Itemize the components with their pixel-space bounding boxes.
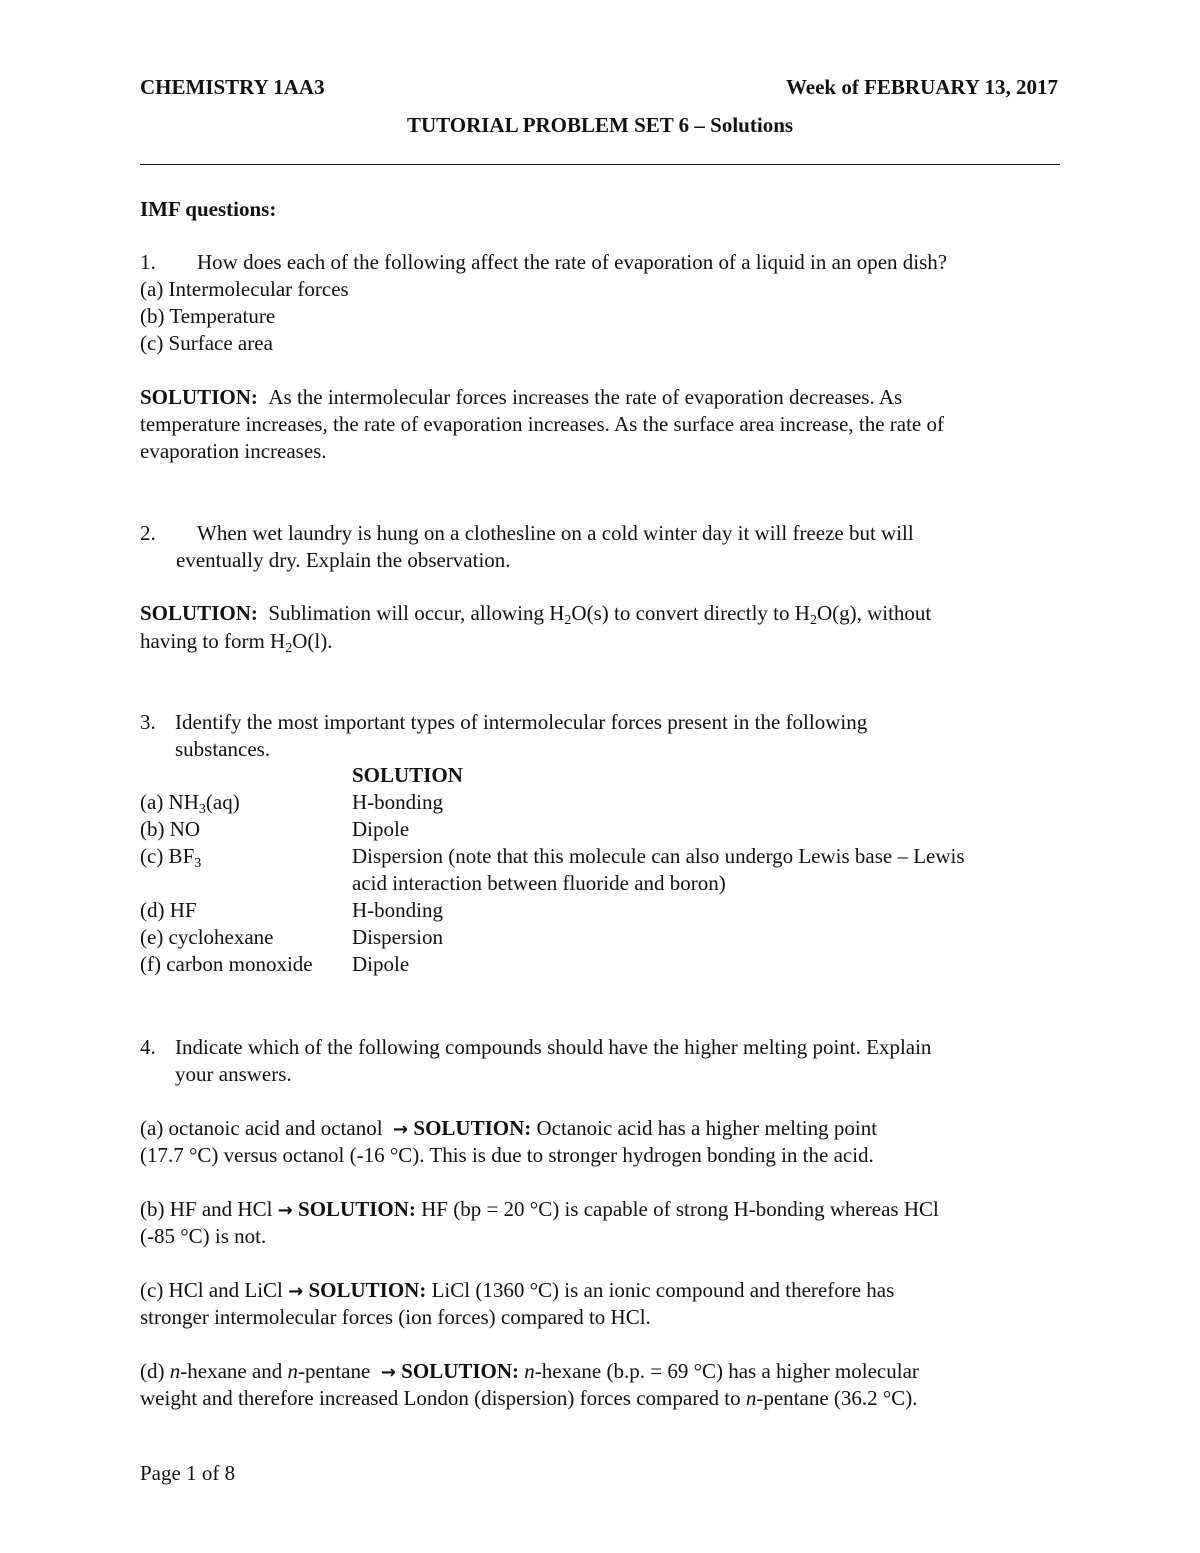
substance-name: (d) HF xyxy=(140,898,197,922)
solution-text: weight and therefore increased London (dispersion) forces compared to xyxy=(140,1386,746,1410)
imf-answer-cell: Dispersion xyxy=(352,925,443,949)
compound-text: -hexane and xyxy=(180,1359,288,1383)
substance-cell xyxy=(140,924,274,951)
solution-text: O(g), without xyxy=(816,601,932,625)
imf-answer-cell: acid interaction between fluoride and boron) xyxy=(352,871,726,895)
question-number: 3. xyxy=(140,710,156,734)
solution-1-line-3: evaporation increases. xyxy=(140,439,327,463)
imf-answer-cell: Dipole xyxy=(352,952,410,976)
question-text: Indicate which of the following compounds should have the higher melting point. Explain xyxy=(175,1035,932,1059)
solution-text: As the intermolecular forces increases the rate of evaporation decreases. As xyxy=(268,385,903,409)
week-date: Week of FEBRUARY 13, 2017 xyxy=(785,75,1058,99)
italic-n: n xyxy=(287,1359,299,1383)
subscript: 3 xyxy=(198,802,206,817)
solution-label: SOLUTION: xyxy=(140,385,258,409)
solution-1-line-1 xyxy=(140,384,902,411)
option-c: (c) Surface area xyxy=(140,331,273,355)
substance-name: (e) cyclohexane xyxy=(140,925,274,949)
substance-name: (a) NH xyxy=(140,790,199,814)
solution-text: having to form H xyxy=(140,629,286,653)
solution-label: SOLUTION: xyxy=(413,1116,532,1140)
question-text: How does each of the following affect the rate of evaporation of a liquid in an open dish? xyxy=(197,250,948,274)
solution-text: -pentane (36.2 °C). xyxy=(756,1386,918,1410)
part-b-line-1 xyxy=(140,1196,939,1224)
solution-text: Sublimation will occur, allowing H xyxy=(268,601,565,625)
solution-label: SOLUTION: xyxy=(140,601,258,625)
solution-2-line-1 xyxy=(140,600,931,627)
question-text: When wet laundry is hung on a clothesline on a cold winter day it will freeze but will xyxy=(197,521,914,545)
compound-pair: (b) HF and HCl xyxy=(140,1197,273,1221)
question-number: 2. xyxy=(140,521,156,545)
substance-cell xyxy=(140,951,313,978)
imf-answer-cell: H-bonding xyxy=(352,898,443,922)
part-label: (d) xyxy=(140,1359,170,1383)
solution-text: O(s) to convert directly to H xyxy=(571,601,810,625)
arrow-right-icon: → xyxy=(277,1200,293,1221)
part-d-line-2 xyxy=(140,1385,918,1412)
question-3-line-2: substances. xyxy=(175,737,271,761)
arrow-right-icon: → xyxy=(380,1362,396,1383)
solution-text: HF (bp = 20 °C) is capable of strong H-bonding whereas HCl xyxy=(421,1197,939,1221)
substance-cell xyxy=(140,789,240,816)
compound-text: -pentane xyxy=(298,1359,371,1383)
option-a: (a) Intermolecular forces xyxy=(140,277,349,301)
arrow-right-icon: → xyxy=(393,1119,409,1140)
substance-cell xyxy=(140,843,201,870)
solution-label: SOLUTION: xyxy=(401,1359,520,1383)
substance-name: (b) NO xyxy=(140,817,201,841)
question-text: Identify the most important types of intermolecular forces present in the following xyxy=(175,710,868,734)
italic-n: n xyxy=(745,1386,757,1410)
solution-text: -hexane (b.p. = 69 °C) has a higher molecular xyxy=(534,1359,919,1383)
question-3 xyxy=(140,709,867,736)
substance-suffix: (aq) xyxy=(205,790,240,814)
part-d-line-1 xyxy=(140,1358,919,1386)
question-4-line-2: your answers. xyxy=(175,1062,292,1086)
subscript: 2 xyxy=(564,613,572,628)
substance-name: (c) BF xyxy=(140,844,195,868)
part-c-line-1 xyxy=(140,1277,894,1305)
document-title: TUTORIAL PROBLEM SET 6 – Solutions xyxy=(406,113,794,137)
imf-answer-cell: Dispersion (note that this molecule can also undergo Lewis base – Lewis xyxy=(352,844,965,868)
compound-pair: (c) HCl and LiCl xyxy=(140,1278,283,1302)
solution-1-line-2: temperature increases, the rate of evaporation increases. As the surface area increase, the rate of xyxy=(140,412,944,436)
solution-2-line-2 xyxy=(140,628,332,655)
solution-column-heading: SOLUTION xyxy=(352,763,463,787)
solution-text: LiCl (1360 °C) is an ionic compound and therefore has xyxy=(431,1278,895,1302)
question-2-line-2: eventually dry. Explain the observation. xyxy=(176,548,511,572)
course-name: CHEMISTRY 1AA3 xyxy=(140,75,325,99)
part-a-line-2: (17.7 °C) versus octanol (-16 °C). This is due to stronger hydrogen bonding in the acid. xyxy=(140,1143,874,1167)
arrow-right-icon: → xyxy=(288,1281,304,1302)
option-b: (b) Temperature xyxy=(140,304,276,328)
solution-text: O(l). xyxy=(292,629,333,653)
question-number: 1. xyxy=(140,250,156,274)
substance-cell xyxy=(140,897,197,924)
question-2 xyxy=(140,520,914,547)
solution-label: SOLUTION: xyxy=(308,1278,427,1302)
part-b-line-2: (-85 °C) is not. xyxy=(140,1224,267,1248)
substance-name: (f) carbon monoxide xyxy=(140,952,313,976)
substance-cell xyxy=(140,816,200,843)
page-number: Page 1 of 8 xyxy=(140,1461,236,1485)
subscript: 3 xyxy=(194,856,202,871)
header-divider xyxy=(140,164,1060,165)
question-number: 4. xyxy=(140,1035,156,1059)
imf-answer-cell: Dipole xyxy=(352,817,410,841)
compound-pair: (a) octanoic acid and octanol xyxy=(140,1116,383,1140)
italic-n: n xyxy=(524,1359,535,1383)
solution-label: SOLUTION: xyxy=(298,1197,416,1221)
italic-n: n xyxy=(169,1359,181,1383)
part-c-line-2: stronger intermolecular forces (ion forces) compared to HCl. xyxy=(140,1305,651,1329)
question-4 xyxy=(140,1034,931,1061)
solution-text: Octanoic acid has a higher melting point xyxy=(536,1116,878,1140)
imf-answer-cell: H-bonding xyxy=(352,790,443,814)
subscript: 2 xyxy=(809,613,817,628)
subscript: 2 xyxy=(285,641,293,656)
section-heading: IMF questions: xyxy=(140,197,277,221)
part-a-line-1 xyxy=(140,1115,877,1143)
question-1 xyxy=(140,249,947,276)
